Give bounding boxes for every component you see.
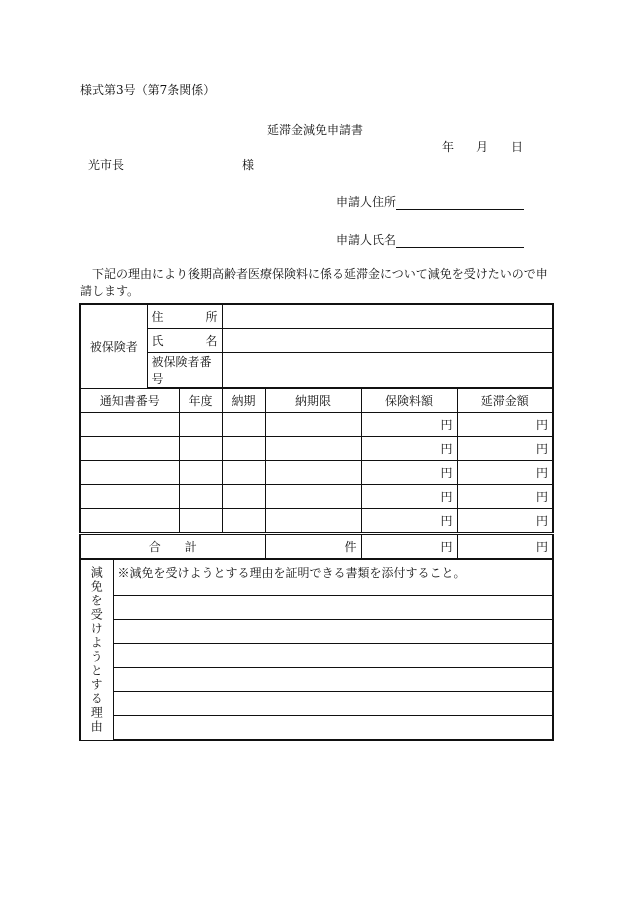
insured-name-label: 氏 名	[147, 329, 222, 353]
total-row	[80, 534, 553, 560]
yen-unit: 円	[536, 490, 549, 504]
applicant-address-line[interactable]	[396, 197, 524, 210]
applicant-name[interactable]	[336, 231, 524, 248]
year-cell[interactable]	[179, 509, 222, 534]
document-title: 延滞金減免申請書	[266, 123, 363, 137]
date-month-label: 月	[476, 140, 489, 154]
applicant-address[interactable]	[336, 193, 524, 210]
yen-unit: 円	[440, 466, 453, 480]
reason-line	[80, 692, 553, 716]
due-cell[interactable]	[265, 509, 361, 534]
notice-no-cell[interactable]	[80, 485, 179, 509]
total-label: 合 計	[80, 534, 265, 560]
year-cell[interactable]	[179, 485, 222, 509]
insured-number-label: 被保険者番号	[147, 353, 222, 389]
insured-number-row	[80, 353, 553, 389]
premium-cell[interactable]	[361, 437, 457, 461]
premium-cell[interactable]	[361, 461, 457, 485]
year-cell[interactable]	[179, 461, 222, 485]
honorific: 様	[242, 158, 255, 172]
yen-unit: 円	[440, 418, 453, 432]
reason-line	[80, 620, 553, 644]
due-cell[interactable]	[265, 437, 361, 461]
insured-address-label: 住 所	[147, 304, 222, 329]
total-premium-cell[interactable]	[361, 534, 457, 560]
yen-unit: 円	[440, 490, 453, 504]
notice-no-cell[interactable]	[80, 509, 179, 534]
date-year-label: 年	[442, 140, 455, 154]
period-cell[interactable]	[222, 437, 265, 461]
insured-name-row	[80, 329, 553, 353]
yen-unit: 円	[440, 514, 453, 528]
reason-line-field[interactable]	[113, 692, 553, 716]
applicant-name-label: 申請人氏名	[336, 233, 397, 247]
reason-note: ※減免を受けようとする理由を証明できる書類を添付すること。	[117, 566, 466, 580]
notice-no-cell[interactable]	[80, 437, 179, 461]
insured-address-row	[80, 304, 553, 329]
late-fee-cell[interactable]	[457, 509, 553, 534]
header-period: 納期	[222, 388, 265, 413]
header-premium: 保険料額	[361, 388, 457, 413]
year-cell[interactable]	[179, 413, 222, 437]
yen-unit: 円	[536, 514, 549, 528]
yen-unit: 円	[440, 540, 453, 554]
reason-line	[80, 668, 553, 692]
period-cell[interactable]	[222, 461, 265, 485]
period-cell[interactable]	[222, 509, 265, 534]
total-late-fee-cell[interactable]	[457, 534, 553, 560]
yen-unit: 円	[440, 442, 453, 456]
table-row	[80, 461, 553, 485]
yen-unit: 円	[536, 418, 549, 432]
notice-no-cell[interactable]	[80, 413, 179, 437]
late-fee-cell[interactable]	[457, 437, 553, 461]
table-row	[80, 509, 553, 534]
due-cell[interactable]	[265, 461, 361, 485]
insured-name-field[interactable]	[222, 329, 553, 353]
addressee: 光市長	[88, 158, 125, 172]
table-row	[80, 413, 553, 437]
reason-line	[80, 716, 553, 741]
reason-label-cell	[80, 559, 113, 740]
table-row	[80, 485, 553, 509]
premium-cell[interactable]	[361, 413, 457, 437]
applicant-address-label: 申請人住所	[336, 195, 397, 209]
late-fee-cell[interactable]	[457, 485, 553, 509]
yen-unit: 円	[536, 466, 549, 480]
yen-unit: 円	[536, 540, 549, 554]
header-year: 年度	[179, 388, 222, 413]
total-count-cell[interactable]	[265, 534, 361, 560]
application-table	[79, 303, 554, 741]
reason-line	[80, 644, 553, 668]
count-unit: 件	[344, 540, 357, 554]
insured-address-field[interactable]	[222, 304, 553, 329]
header-notice-no: 通知書番号	[80, 388, 179, 413]
year-cell[interactable]	[179, 437, 222, 461]
reason-line-field[interactable]	[113, 668, 553, 692]
insured-group-label: 被保険者	[80, 304, 147, 388]
reason-row	[80, 559, 553, 596]
reason-line-field[interactable]	[113, 716, 553, 741]
reason-note-cell	[113, 559, 553, 596]
notice-no-cell[interactable]	[80, 461, 179, 485]
late-fee-cell[interactable]	[457, 413, 553, 437]
reason-line-field[interactable]	[113, 620, 553, 644]
premium-cell[interactable]	[361, 509, 457, 534]
late-fee-cell[interactable]	[457, 461, 553, 485]
applicant-name-line[interactable]	[396, 235, 524, 248]
intro-text: 下記の理由により後期高齢者医療保険料に係る延滞金について減免を受けたいので申請します。	[80, 267, 548, 298]
header-late-fee: 延滞金額	[457, 388, 553, 413]
yen-unit: 円	[536, 442, 549, 456]
due-cell[interactable]	[265, 485, 361, 509]
insured-number-field[interactable]	[222, 353, 553, 389]
table-row	[80, 437, 553, 461]
header-due-date: 納期限	[265, 388, 361, 413]
reason-line-field[interactable]	[113, 596, 553, 620]
period-cell[interactable]	[222, 485, 265, 509]
table-header-row	[80, 388, 553, 413]
premium-cell[interactable]	[361, 485, 457, 509]
reason-line-field[interactable]	[113, 644, 553, 668]
period-cell[interactable]	[222, 413, 265, 437]
due-cell[interactable]	[265, 413, 361, 437]
date-day-label: 日	[511, 140, 524, 154]
reason-label: 減免を受けようとする理由	[89, 565, 104, 734]
reason-line	[80, 596, 553, 620]
form-number: 様式第3号（第7条関係）	[80, 83, 216, 97]
